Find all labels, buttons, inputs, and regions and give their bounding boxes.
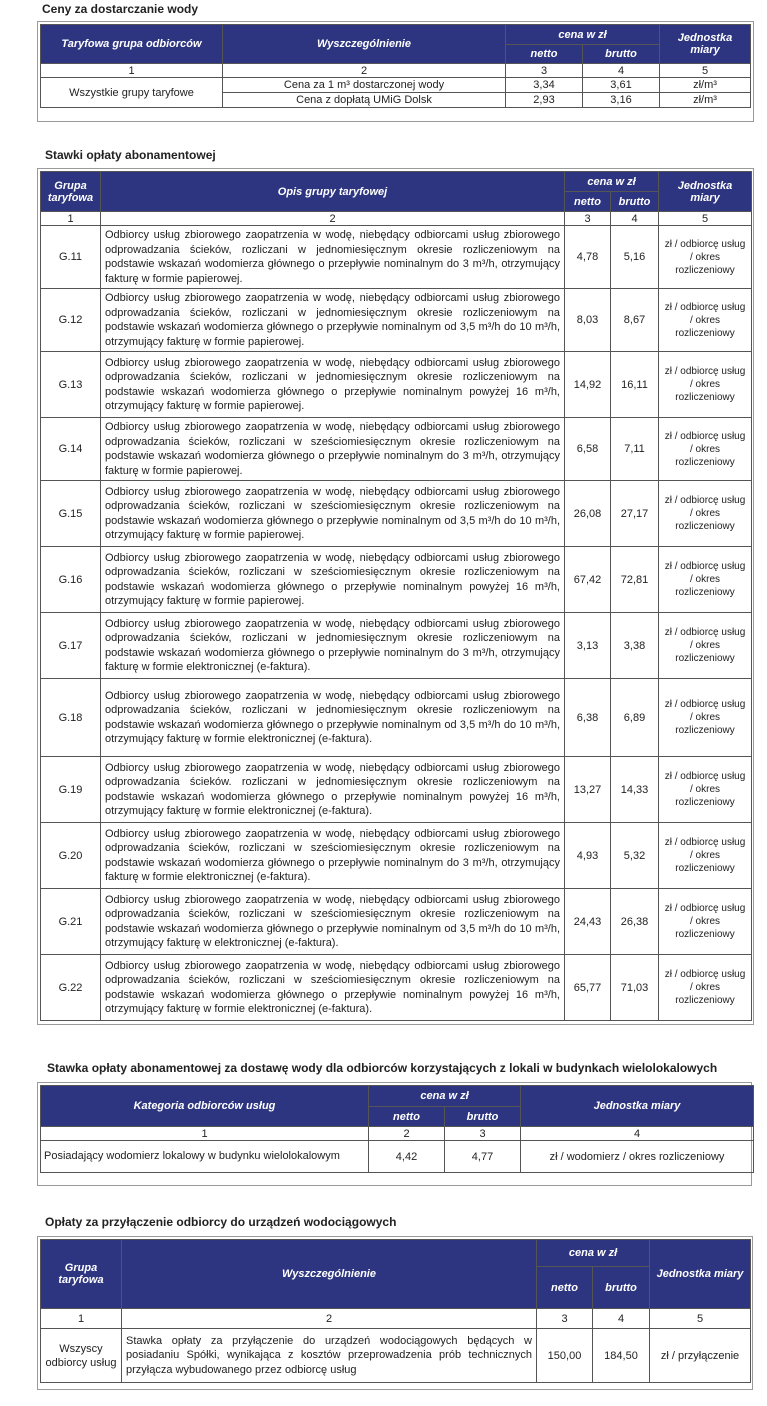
spec-cell: Cena za 1 m³ dostarczonej wody [223,78,506,93]
header-price: cena w zł [537,1240,650,1267]
brutto-cell: 26,38 [611,889,659,955]
description-cell: Odbiorcy usług zbiorowego zaopatrzenia w wodę, niebędący odbiorcami usług zbiorowego odprowadzania ścieków, rozliczani w jednomiesięcznym okresie rozliczeniowym na podstawie wskazań wodomierza głównego o przepływie nominalnym do 3 m³/h, otrzymujący fakturę w formie elektronicznej (e-faktura). [101,613,565,679]
description-cell: Odbiorcy usług zbiorowego zaopatrzenia w wodę, niebędący odbiorcami usług zbiorowego odprowadzania ścieków, rozliczani w jednomiesięcznym okresie rozliczeniowym na podstawie wskazań wodomierza głównego o przepływie nominalnym od 3,5 m³/h do 10 m³/h, otrzymujący fakturę w formie papierowej. [101,289,565,352]
unit-cell: zł / odbiorcę usług / okres rozliczeniowy [659,418,752,481]
group-code-cell: G.13 [41,352,101,418]
connection-title: Opłaty za przyłączenie odbiorcy do urządzeń wodociągowych [45,1215,397,1229]
multi-unit-table [40,1085,754,1173]
netto-cell: 6,58 [565,418,611,481]
col-number: 3 [565,212,611,226]
unit-cell: zł / odbiorcę usług / okres rozliczeniowy [659,757,752,823]
header-netto: netto [537,1267,593,1309]
unit-cell: zł / odbiorcę usług / okres rozliczeniowy [659,547,752,613]
unit-cell: zł / odbiorcę usług / okres rozliczeniowy [659,352,752,418]
col-number: 4 [583,64,660,78]
brutto-cell: 5,16 [611,226,659,289]
col-number: 3 [506,64,583,78]
brutto-cell: 27,17 [611,481,659,547]
brutto-cell: 4,77 [445,1141,521,1173]
header-price: cena w zł [369,1086,521,1107]
brutto-cell: 5,32 [611,823,659,889]
table-row [41,289,752,352]
description-cell: Odbiorcy usług zbiorowego zaopatrzenia w wodę, niebędący odbiorcami usług zbiorowego odprowadzania ścieków. rozliczani w jednomiesięcznym okresie rozliczeniowym na podstawie wskazań wodomierza głównego o przepływie nominalnym powyżej 16 m³/h, otrzymujący fakturę w formie elektronicznej (e-faktura). [101,757,565,823]
group-code-cell: G.21 [41,889,101,955]
table-row [41,1329,751,1383]
category-cell: Posiadający wodomierz lokalowy w budynku wielolokalowym [41,1141,369,1173]
netto-cell: 14,92 [565,352,611,418]
header-brutto: brutto [583,45,660,64]
group-cell: Wszystkie grupy taryfowe [41,78,223,108]
netto-cell: 4,42 [369,1141,445,1173]
col-number: 5 [660,64,751,78]
header-desc: Opis grupy taryfowej [101,172,565,212]
multi-unit-title: Stawka opłaty abonamentowej za dostawę wody dla odbiorców korzystających z lokali w budynkach wielolokalowych [47,1061,718,1075]
subscription-table [40,171,752,1021]
brutto-cell: 184,50 [593,1329,650,1383]
header-brutto: brutto [445,1107,521,1127]
col-number: 1 [41,212,101,226]
netto-cell: 65,77 [565,955,611,1021]
spec-cell: Stawka opłaty za przyłączenie do urządzeń wodociągowych będących w posiadaniu Spółki, wynikająca z kosztów przeprowadzenia prób technicznych przyłącza wybudowanego przez odbiorcę usług [122,1329,537,1383]
group-code-cell: G.22 [41,955,101,1021]
description-cell: Odbiorcy usług zbiorowego zaopatrzenia w wodę, niebędący odbiorcami usług zbiorowego odprowadzania ścieków, rozliczani w jednomiesięcznym okresie rozliczeniowym na podstawie wskazań wodomierza głównego o przepływie nominalnym powyżej 16 m³/h, otrzymujący fakturę w formie papierowej. [101,352,565,418]
netto-cell: 8,03 [565,289,611,352]
water-prices-title: Ceny za dostarczanie wody [42,2,199,16]
netto-cell: 24,43 [565,889,611,955]
description-cell: Odbiorcy usług zbiorowego zaopatrzenia w wodę, niebędący odbiorcami usług zbiorowego odprowadzania ścieków, rozliczani w sześciomiesięcznym okresie rozliczeniowym na podstawie wskazań wodomierza głównego o przepływie nominalnym od 3,5 m³/h do 10 m³/h, otrzymujący fakturę w elektronicznej (e-faktura). [101,889,565,955]
unit-cell: zł / odbiorcę usług / okres rozliczeniowy [659,226,752,289]
unit-cell: zł/m³ [660,78,751,93]
header-price: cena w zł [565,172,659,192]
water-prices-frame [37,21,754,122]
table-row [41,823,752,889]
netto-cell: 4,78 [565,226,611,289]
table-row [41,481,752,547]
col-number: 2 [122,1309,537,1329]
unit-cell: zł / odbiorcę usług / okres rozliczeniowy [659,481,752,547]
netto-cell: 150,00 [537,1329,593,1383]
subscription-title: Stawki opłaty abonamentowej [45,148,216,162]
brutto-cell: 7,11 [611,418,659,481]
unit-cell: zł / przyłączenie [650,1329,751,1383]
group-code-cell: G.14 [41,418,101,481]
description-cell: Odbiorcy usług zbiorowego zaopatrzenia w wodę, niebędący odbiorcami usług zbiorowego odprowadzania ścieków, rozliczani w jednomiesięcznym okresie rozliczeniowym na podstawie wskazań wodomierza głównego o przepływie nominalnym od 3,5 m³/h do 10 m³/h, otrzymujący fakturę w formie elektronicznej (e-faktura). [101,679,565,757]
brutto-cell: 3,61 [583,78,660,93]
description-cell: Odbiorcy usług zbiorowego zaopatrzenia w wodę, niebędący odbiorcami usług zbiorowego odprowadzania ścieków, rozliczani w sześciomiesięcznym okresie rozliczeniowym na podstawie wskazań wodomierza głównego o przepływie nominalnym powyżej 16 m³/h, otrzymujący fakturę w formie elektronicznej (e-faktura). [101,955,565,1021]
header-group: Grupa taryfowa [41,172,101,212]
table-row [41,547,752,613]
group-code-cell: G.12 [41,289,101,352]
unit-cell: zł / odbiorcę usług / okres rozliczeniowy [659,955,752,1021]
table-row [41,78,751,93]
col-number: 3 [445,1127,521,1141]
header-spec: Wyszczególnienie [122,1240,537,1309]
table-row [41,613,752,679]
table-row [41,955,752,1021]
unit-cell: zł / odbiorcę usług / okres rozliczeniowy [659,889,752,955]
description-cell: Odbiorcy usług zbiorowego zaopatrzenia w wodę, niebędący odbiorcami usług zbiorowego odprowadzania ścieków, rozliczani w sześciomiesięcznym okresie rozliczeniowym na podstawie wskazań wodomierza głównego o przepływie nominalnym do 3 m³/h, otrzymujący fakturę w formie papierowej. [101,418,565,481]
header-brutto: brutto [611,192,659,212]
multi-unit-frame [37,1082,752,1186]
netto-cell: 67,42 [565,547,611,613]
header-unit: Jednostka miary [521,1086,754,1127]
group-code-cell: G.16 [41,547,101,613]
description-cell: Odbiorcy usług zbiorowego zaopatrzenia w wodę, niebędący odbiorcami usług zbiorowego odprowadzania ścieków, rozliczani w sześciomiesięcznym okresie rozliczeniowym na podstawie wskazań wodomierza głównego o przepływie nominalnym do 3 m³/h, otrzymujący fakturę w formie elektronicznej (e-faktura). [101,823,565,889]
table-row [41,889,752,955]
group-code-cell: G.20 [41,823,101,889]
col-number: 2 [223,64,506,78]
header-netto: netto [506,45,583,64]
header-netto: netto [565,192,611,212]
header-unit: Jednostka miary [659,172,752,212]
col-number: 1 [41,1127,369,1141]
group-cell: Wszyscy odbiorcy usług [41,1329,122,1383]
description-cell: Odbiorcy usług zbiorowego zaopatrzenia w wodę, niebędący odbiorcami usług zbiorowego odprowadzania ścieków, rozliczani w sześciomiesięcznym okresie rozliczeniowym na podstawie wskazań wodomierza głównego o przepływie nominalnym powyżej 16 m³/h, otrzymujący fakturę w formie papierowej. [101,547,565,613]
table-row [41,1141,754,1173]
col-number: 1 [41,64,223,78]
brutto-cell: 8,67 [611,289,659,352]
brutto-cell: 6,89 [611,679,659,757]
table-row [41,418,752,481]
col-number: 5 [659,212,752,226]
header-price: cena w zł [506,25,660,45]
table-row [41,757,752,823]
col-number: 3 [537,1309,593,1329]
header-group: Taryfowa grupa odbiorców [41,25,223,64]
brutto-cell: 3,16 [583,93,660,108]
connection-table [40,1239,751,1383]
group-code-cell: G.17 [41,613,101,679]
unit-cell: zł / odbiorcę usług / okres rozliczeniowy [659,613,752,679]
group-code-cell: G.18 [41,679,101,757]
group-code-cell: G.15 [41,481,101,547]
unit-cell: zł / wodomierz / okres rozliczeniowy [521,1141,754,1173]
netto-cell: 26,08 [565,481,611,547]
group-code-cell: G.19 [41,757,101,823]
subscription-frame [37,168,754,1025]
description-cell: Odbiorcy usług zbiorowego zaopatrzenia w wodę, niebędący odbiorcami usług zbiorowego odprowadzania ścieków, rozliczani w jednomiesięcznym okresie rozliczeniowym na podstawie wskazań wodomierza głównego o przepływie nominalnym do 3 m³/h, otrzymujący fakturę w formie papierowej. [101,226,565,289]
header-unit: Jednostka miary [650,1240,751,1309]
unit-cell: zł / odbiorcę usług / okres rozliczeniowy [659,289,752,352]
table-row [41,679,752,757]
netto-cell: 4,93 [565,823,611,889]
unit-cell: zł / odbiorcę usług / okres rozliczeniowy [659,823,752,889]
header-group: Grupa taryfowa [41,1240,122,1309]
water-prices-table [40,24,751,108]
netto-cell: 6,38 [565,679,611,757]
description-cell: Odbiorcy usług zbiorowego zaopatrzenia w wodę, niebędący odbiorcami usług zbiorowego odprowadzania ścieków, rozliczani w sześciomiesięcznym okresie rozliczeniowym na podstawie wskazań wodomierza głównego o przepływie nominalnym od 3,5 m³/h do 10 m³/h, otrzymujący fakturę w formie papierowej. [101,481,565,547]
netto-cell: 3,34 [506,78,583,93]
header-category: Kategoria odbiorców usług [41,1086,369,1127]
header-brutto: brutto [593,1267,650,1309]
col-number: 2 [369,1127,445,1141]
table-row [41,226,752,289]
unit-cell: zł/m³ [660,93,751,108]
col-number: 5 [650,1309,751,1329]
group-code-cell: G.11 [41,226,101,289]
connection-frame [37,1236,753,1390]
col-number: 4 [611,212,659,226]
brutto-cell: 72,81 [611,547,659,613]
table-row [41,352,752,418]
netto-cell: 13,27 [565,757,611,823]
col-number: 1 [41,1309,122,1329]
brutto-cell: 16,11 [611,352,659,418]
header-unit: Jednostka miary [660,25,751,64]
header-netto: netto [369,1107,445,1127]
netto-cell: 3,13 [565,613,611,679]
spec-cell: Cena z dopłatą UMiG Dolsk [223,93,506,108]
brutto-cell: 14,33 [611,757,659,823]
col-number: 4 [593,1309,650,1329]
col-number: 4 [521,1127,754,1141]
unit-cell: zł / odbiorcę usług / okres rozliczeniowy [659,679,752,757]
brutto-cell: 71,03 [611,955,659,1021]
header-spec: Wyszczególnienie [223,25,506,64]
netto-cell: 2,93 [506,93,583,108]
brutto-cell: 3,38 [611,613,659,679]
col-number: 2 [101,212,565,226]
